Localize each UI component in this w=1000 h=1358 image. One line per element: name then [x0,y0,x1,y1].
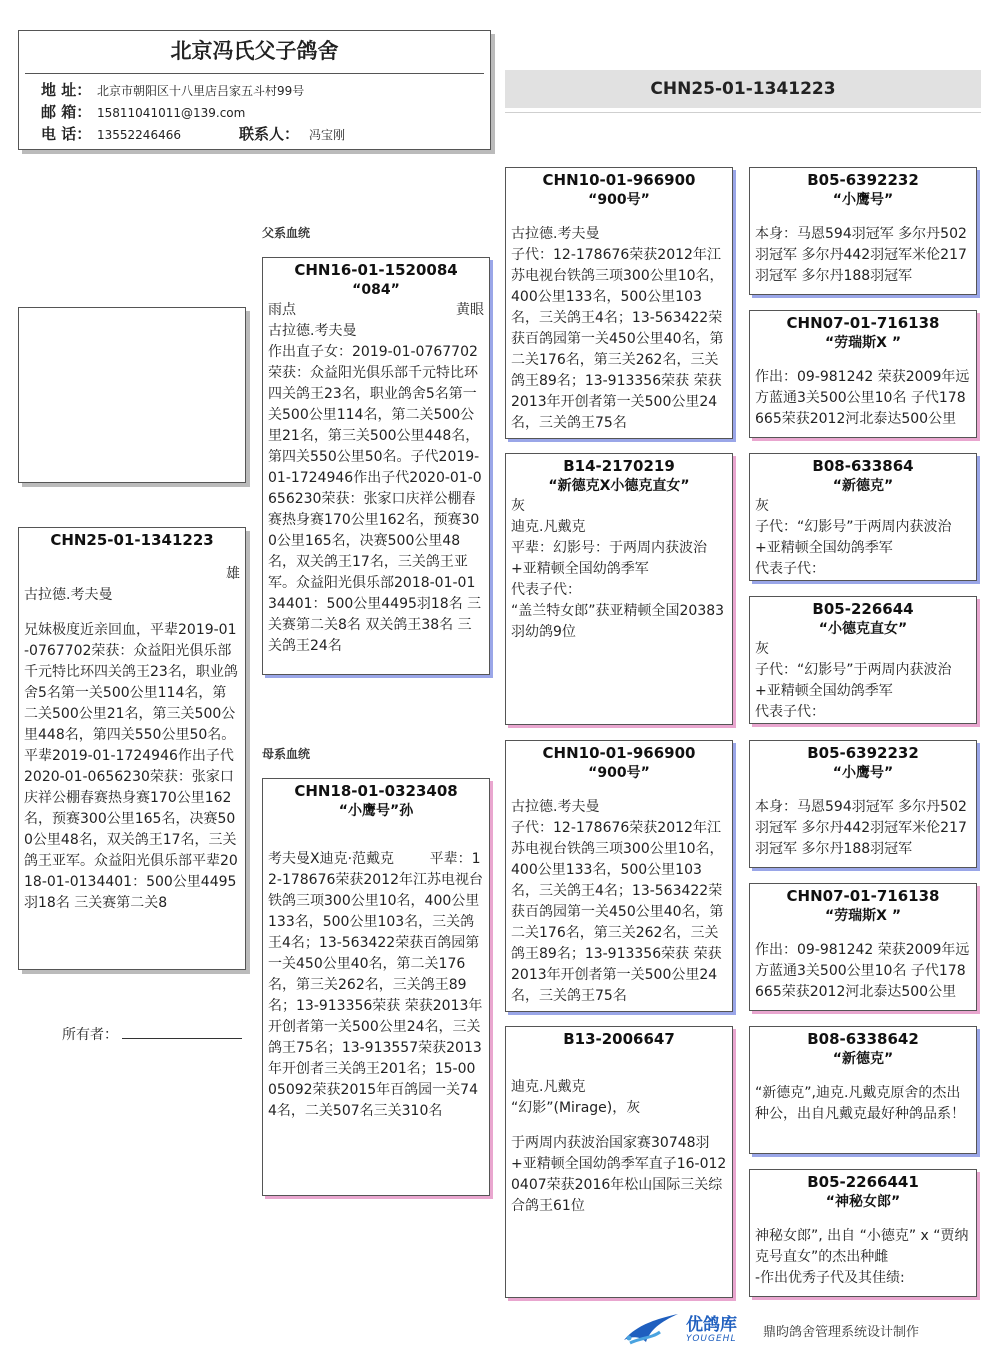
ssd-card [749,310,977,438]
ds-notes: 子代：12-178676荣获2012年江苏电视台铁鸽三项300公里10名，400公里133名，500公里103名，三关鸽王4名；13-563422荣获百鸽园第一关450公里40名，第二关176名，第三关262名，三关鸽王89名；13-913356荣获 荣获2013年开创者第一关500公里24名，三关鸽王75名 [511,820,724,1004]
sss-notes: 本身：马恩594羽冠军 多尔丹502羽冠军 多尔丹442羽冠军米伦217羽冠军 多尔丹188羽冠军 [755,226,967,284]
phone-value: 13552246466 [97,128,181,142]
target-underline [505,112,981,113]
owner-label: 所有者： [62,1027,118,1043]
email-row [19,102,490,124]
spacer [506,1063,732,1077]
contact-label: 联系人： [239,125,300,143]
dam-notes: 考夫曼X迪克·范戴克 平辈：12-178676荣获2012年江苏电视台铁鸽三项300公里10名，400公里133名，500公里103名，三关鸽王4名；13-563422荣获百鸽园第一关450公里40名，第二关176名，第三关262名，三关鸽王89名；13-913356荣获 荣获2013年开创者第一关500公里24名，三关鸽王75名；13-913557荣获2013年开创者三关鸽王201名；15-0005092荣获2015年百鸽园一关744名，二关507名三关310名 [268,851,484,1119]
ddd-notes: 神秘女郎”, 出自 “小德克” x “贾纳克号直女”的杰出种雌 -作出优秀子代及其佳绩: [755,1228,969,1286]
owner-field [62,1024,242,1044]
dam-name: “小鹰号”孙 [338,803,414,819]
sire-color: 雨点 [268,302,296,318]
dam-card [262,778,490,1196]
dd-notes: 于两周内获波治国家赛30748羽+亚精顿全国幼鸽季军直子16-0120407荣获2016年松山国际三关综合鸽王61位 [511,1135,727,1214]
email-label: 邮 箱： [41,103,92,121]
brand-name-en: YOUGEHL [686,1333,737,1344]
dss-ring: B05-6392232 [807,744,919,762]
sss-card [749,167,977,295]
sdd-name: “小德克直女” [818,621,908,637]
dsd-notes: 作出：09-981242 荣获2009年远方蓝通3关500公里10名 子代178665荣获2012河北泰达500公里 [755,942,970,1000]
dd-ring: B13-2006647 [563,1030,675,1048]
sd-name: “新德克X小德克直女” [548,478,690,494]
ddd-card [749,1169,977,1297]
sire-ring: CHN16-01-1520084 [294,261,458,279]
subject-ring: CHN25-01-1341223 [50,531,214,549]
sire-notes: 作出直子女：2019-01-0767702荣获：众益阳光俱乐部千元特比环四关鸽王23名，职业鸽舍5名第一关500公里114名，第二关500公里21名，第三关500公里448名，第四关550公里50名。子代2019-01-1724946作出子代2020-01-0656230荣获：张家口庆祥公棚春赛热身赛170公里162名，预赛300公里165名，决赛500公里48名，双关鸽王17名，三关鸽王亚军。众益阳光俱乐部2018-01-0134401：500公里4495羽18名 三关赛第二关8名 双关鸽王38名 三关鸽王24名 [268,344,482,654]
sd-strain: 迪克.凡戴克 [511,519,586,535]
sdd-ring: B05-226644 [812,600,914,618]
dss-notes: 本身：马恩594羽冠军 多尔丹502羽冠军 多尔丹442羽冠军米伦217羽冠军 多尔丹188羽冠军 [755,799,967,857]
ds-ring: CHN10-01-966900 [542,744,696,762]
loft-name: 北京冯氏父子鸽舍 [170,39,339,63]
sss-ring: B05-6392232 [807,171,919,189]
sds-ring: B08-633864 [812,457,914,475]
spacer [750,926,976,940]
sd-ring: B14-2170219 [563,457,675,475]
sds-card [749,453,977,581]
dd-name: “幻影”(Mirage)，灰 [511,1100,641,1116]
spacer [19,550,245,564]
sire-eye: 黄眼 [456,302,484,318]
sd-color: 灰 [511,498,525,514]
dam-line-label: 母系血统 [262,747,311,761]
ddd-name: “神秘女郎” [825,1194,901,1210]
pigeon-photo [18,307,246,483]
header-divider [25,73,484,74]
address-row [19,80,490,102]
target-ring-title: CHN25-01-1341223 [505,70,981,108]
sire-color-eye [263,300,489,321]
sire-sire-card [505,167,733,439]
sss-name: “小鹰号” [832,192,894,208]
ddd-ring: B05-2266441 [807,1173,919,1191]
ss-name: “900号” [588,192,650,208]
ds-strain: 古拉德.考夫曼 [511,799,600,815]
dsd-card [749,883,977,1011]
sds-color: 灰 [755,498,769,514]
spacer [750,353,976,367]
sire-line-label: 父系血统 [262,226,311,240]
dam-sire-card [505,740,733,1012]
dam-ring: CHN18-01-0323408 [294,782,458,800]
email-value: 15811041011@139.com [97,106,246,120]
address-label: 地 址： [41,81,92,99]
subject-sex: 雄 [226,566,240,582]
loft-header [18,30,491,150]
ss-strain: 古拉德.考夫曼 [511,226,600,242]
subject-card [18,527,246,970]
sdd-color: 灰 [755,641,769,657]
dds-name: “新德克” [832,1051,894,1067]
sire-strain: 古拉德.考夫曼 [268,323,357,339]
ss-notes: 子代：12-178676荣获2012年江苏电视台铁鸽三项300公里10名，400公里133名，500公里103名，三关鸽王4名；13-563422荣获百鸽园第一关450公里40名，第二关176名，第三关262名，三关鸽王89名；13-913356荣获 荣获2013年开创者第一关500公里24名，三关鸽王75名 [511,247,724,431]
sds-name: “新德克” [832,478,894,494]
brand [686,1316,737,1345]
dss-name: “小鹰号” [832,765,894,781]
spacer [750,210,976,224]
spacer [750,1069,976,1083]
dsd-name: “劳瑞斯X ” [824,908,902,924]
sdd-card [749,596,977,724]
address-value: 北京市朝阳区十八里店吕家五斗村99号 [97,84,305,98]
sire-dam-card [505,453,733,725]
ssd-ring: CHN07-01-716138 [786,314,940,332]
subject-strain: 古拉德.考夫曼 [24,587,113,603]
contact-value: 冯宝刚 [309,128,346,142]
dsd-ring: CHN07-01-716138 [786,887,940,905]
spacer [506,783,732,797]
spacer [506,1119,732,1133]
brand-name: 优鸽库 [686,1314,737,1335]
spacer [263,835,489,849]
spacer [750,783,976,797]
sire-card [262,257,490,675]
owner-signature-line[interactable] [122,1024,242,1039]
phone-row [19,124,490,146]
spacer [506,210,732,224]
dds-ring: B08-6338642 [807,1030,919,1048]
ssd-notes: 作出：09-981242 荣获2009年远方蓝通3关500公里10名 子代178665荣获2012河北泰达500公里 [755,369,970,427]
dam-dam-card [505,1026,733,1298]
phone-label: 电 话： [41,125,92,143]
spacer [750,1212,976,1226]
spacer [19,606,245,620]
ssd-name: “劳瑞斯X ” [824,335,902,351]
footer-credit: 鼎昀鸽舍管理系统设计制作 [763,1324,920,1340]
dss-card [749,740,977,868]
footer [620,1310,919,1350]
subject-notes: 兄妹极度近亲回血，平辈2019-01-0767702荣获：众益阳光俱乐部千元特比环四关鸽王23名，职业鸽舍5名第一关500公里114名，第二关500公里21名，第三关500公里448名，第四关550公里50名。平辈2019-01-1724946作出子代2020-01-0656230荣获：张家口庆祥公棚春赛热身赛170公里162名，预赛300公里165名，决赛500公里48名，双关鸽王17名，三关鸽王亚军。众益阳光俱乐部平辈2018-01-0134401：500公里4495羽18名 三关赛第二关8 [24,622,238,911]
ss-ring: CHN10-01-966900 [542,171,696,189]
sds-notes: 子代：“幻影号”于两周内获波治+亚精顿全国幼鸽季军 代表子代： [755,519,952,577]
pigeon-logo-icon [620,1310,682,1350]
spacer [263,821,489,835]
dd-strain: 迪克.凡戴克 [511,1079,586,1095]
dds-notes: “新德克”,迪克.凡戴克原舍的杰出种公，出自凡戴克最好种鸽品系！ [755,1085,965,1122]
sdd-notes: 子代：“幻影号”于两周内获波治+亚精顿全国幼鸽季军 代表子代： [755,662,952,720]
dds-card [749,1026,977,1154]
ds-name: “900号” [588,765,650,781]
sd-notes: 平辈：幻影号：于两周内获波治+亚精顿全国幼鸽季军 代表子代： “盖兰特女郎”获亚精顿全国20383羽幼鸽9位 [511,540,725,640]
sire-name: “084” [352,282,400,298]
spacer [506,1049,732,1063]
